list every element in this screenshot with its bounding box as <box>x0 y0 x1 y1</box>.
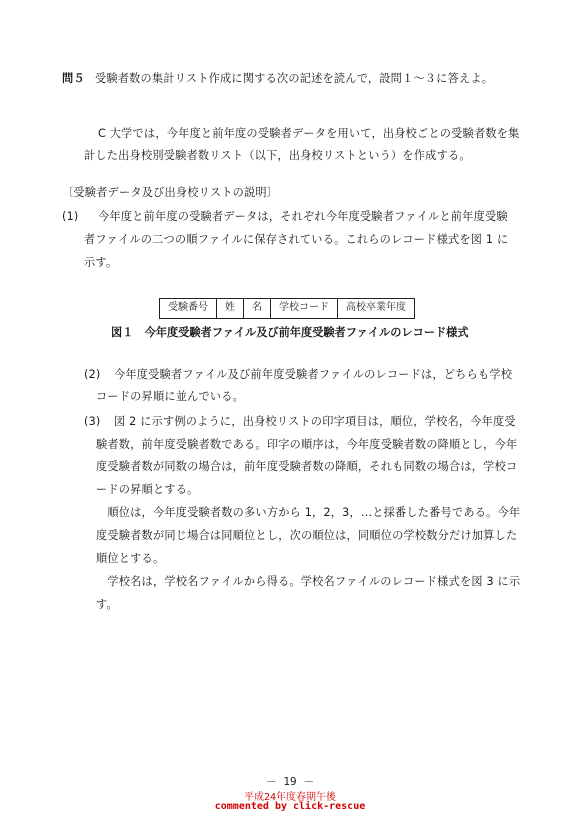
item-line: 学校名は，学校名ファイルから得る。学校名ファイルのレコード様式を図 3 に示 <box>96 575 521 588</box>
item-line: 順位とする。 <box>96 552 165 565</box>
field-given-name: 名 <box>244 299 271 318</box>
item-line: す。 <box>96 598 118 611</box>
field-graduation-year: 高校卒業年度 <box>346 302 406 313</box>
item-marker: (1) <box>62 210 79 223</box>
intro-line: C 大学では，今年度と前年度の受験者データを用いて，出身校ごとの受験者数を集 <box>98 127 520 140</box>
record-layout-table <box>159 298 415 319</box>
item-line: 度受験者数が同じ場合は同順位とし，次の順位は，同順位の学校数分だけ加算した <box>96 529 518 542</box>
item-line: 者ファイルの二つの順ファイルに保存されている。これらのレコード様式を図 1 に <box>84 233 509 246</box>
section-heading: 〔受験者データ及び出身校リストの説明〕 <box>62 186 279 199</box>
field-family-name: 姓 <box>217 299 244 318</box>
item-line: 今年度と前年度の受験者データは，それぞれ今年度受験者ファイルと前年度受験 <box>98 210 508 223</box>
exam-session-label: 平成24年度春期午後 <box>243 792 337 803</box>
item-line: 図 2 に示す例のように，出身校リストの印字項目は，順位，学校名，今年度受 <box>114 415 516 428</box>
item-line: 験者数，前年度受験者数である。印字の順序は，今年度受験者数の降順とし，今年 <box>96 438 518 451</box>
figure-caption: 図１ 今年度受験者ファイル及び前年度受験者ファイルのレコード様式 <box>111 326 469 339</box>
item-marker: (3) <box>84 415 101 428</box>
item-line: コードの昇順に並んでいる。 <box>96 390 245 403</box>
item-marker: (2) <box>84 368 101 381</box>
field-exam-number: 受験番号 <box>160 299 217 318</box>
question-number: 問５ <box>62 72 85 85</box>
item-line: 度受験者数が同数の場合は，前年度受験者数の降順，それも同数の場合は，学校コ <box>96 460 518 473</box>
intro-line: 計した出身校別受験者数リスト（以下，出身校リストという）を作成する。 <box>84 149 471 162</box>
item-line: 今年度受験者ファイル及び前年度受験者ファイルのレコードは，どちらも学校 <box>114 368 513 381</box>
question-instruction: 受験者数の集計リスト作成に関する次の記述を読んで，設問１〜３に答えよ。 <box>95 72 494 85</box>
credit-label: commented by click-rescue <box>214 801 366 812</box>
page-number: － 19 － <box>265 775 315 788</box>
item-line: 順位は，今年度受験者数の多い方から 1，2，3，…と採番した番号である。今年 <box>96 506 521 519</box>
field-school-code: 学校コード <box>271 299 338 318</box>
item-line: 示す。 <box>84 256 118 269</box>
item-line: ードの昇順とする。 <box>96 483 199 496</box>
